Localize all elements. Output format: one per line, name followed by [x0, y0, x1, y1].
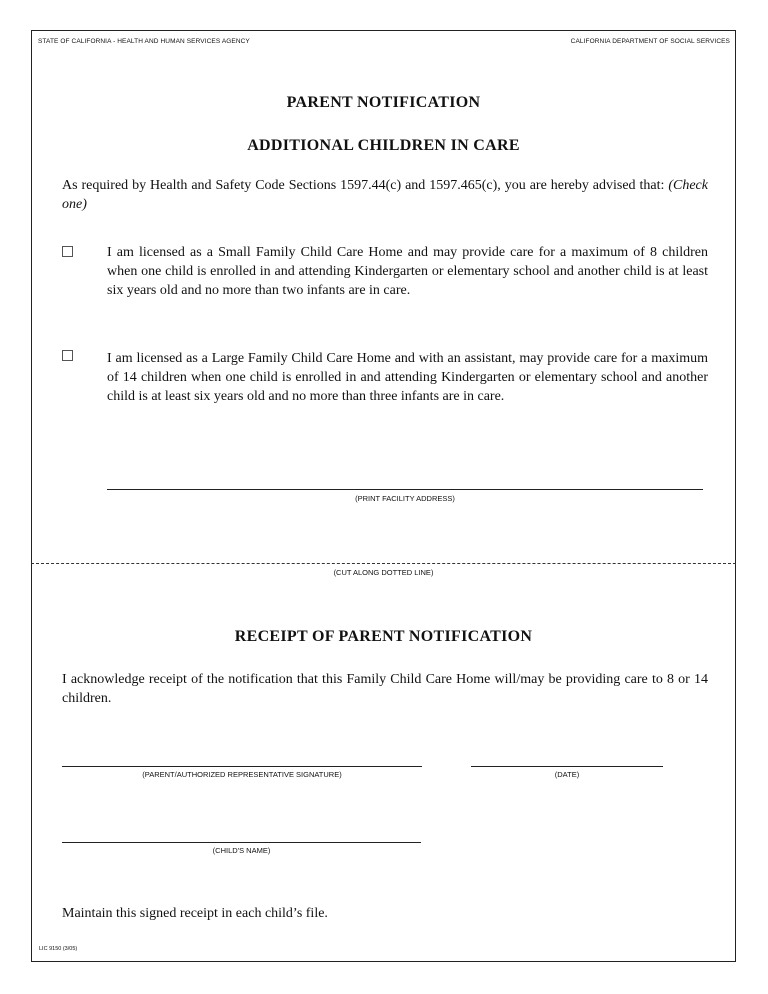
cut-line [31, 563, 736, 564]
notification-title: PARENT NOTIFICATION [286, 94, 481, 111]
facility-address-line[interactable] [107, 489, 703, 490]
notification-subtitle: ADDITIONAL CHILDREN IN CARE [247, 137, 520, 154]
large-home-checkbox[interactable] [62, 350, 73, 361]
large-home-option-text: I am licensed as a Large Family Child Care Home and with an assistant, may provide care for a maximum of 14 children when one child is enrolled in and attending Kindergarten or elementary school and another child is at least six years old and no more than three infants are in care. [107, 351, 708, 404]
small-home-option-text: I am licensed as a Small Family Child Care Home and may provide care for a maximum of 8 children when one child is enrolled in and attending Kindergarten or elementary school and another child is at least six years old and no more than two infants are in care. [107, 245, 708, 298]
receipt-title: RECEIPT OF PARENT NOTIFICATION [234, 628, 533, 645]
child-name-line[interactable] [62, 842, 421, 843]
check-one-note: (Check one) [62, 178, 708, 212]
signature-line[interactable] [62, 766, 422, 767]
facility-address-caption: (PRINT FACILITY ADDRESS) [355, 494, 455, 503]
form-number: LIC 9150 (3/05) [39, 946, 78, 952]
child-name-caption: (CHILD'S NAME) [212, 846, 271, 855]
date-caption: (DATE) [554, 770, 580, 779]
date-line[interactable] [471, 766, 663, 767]
small-home-checkbox[interactable] [62, 246, 73, 257]
department-header: CALIFORNIA DEPARTMENT OF SOCIAL SERVICES [570, 38, 730, 45]
cut-caption: (CUT ALONG DOTTED LINE) [333, 568, 434, 577]
maintain-note: Maintain this signed receipt in each child’s file. [62, 906, 328, 921]
acknowledgment-text: I acknowledge receipt of the notification that this Family Child Care Home will/may be providing care to 8 or 14 children. [62, 672, 708, 706]
agency-header: STATE OF CALIFORNIA - HEALTH AND HUMAN SERVICES AGENCY [38, 38, 250, 45]
intro-paragraph [62, 176, 708, 214]
intro-text: As required by Health and Safety Code Sections 1597.44(c) and 1597.465(c), you are hereby advised that: [62, 178, 665, 193]
signature-caption: (PARENT/AUTHORIZED REPRESENTATIVE SIGNATURE) [142, 770, 342, 779]
